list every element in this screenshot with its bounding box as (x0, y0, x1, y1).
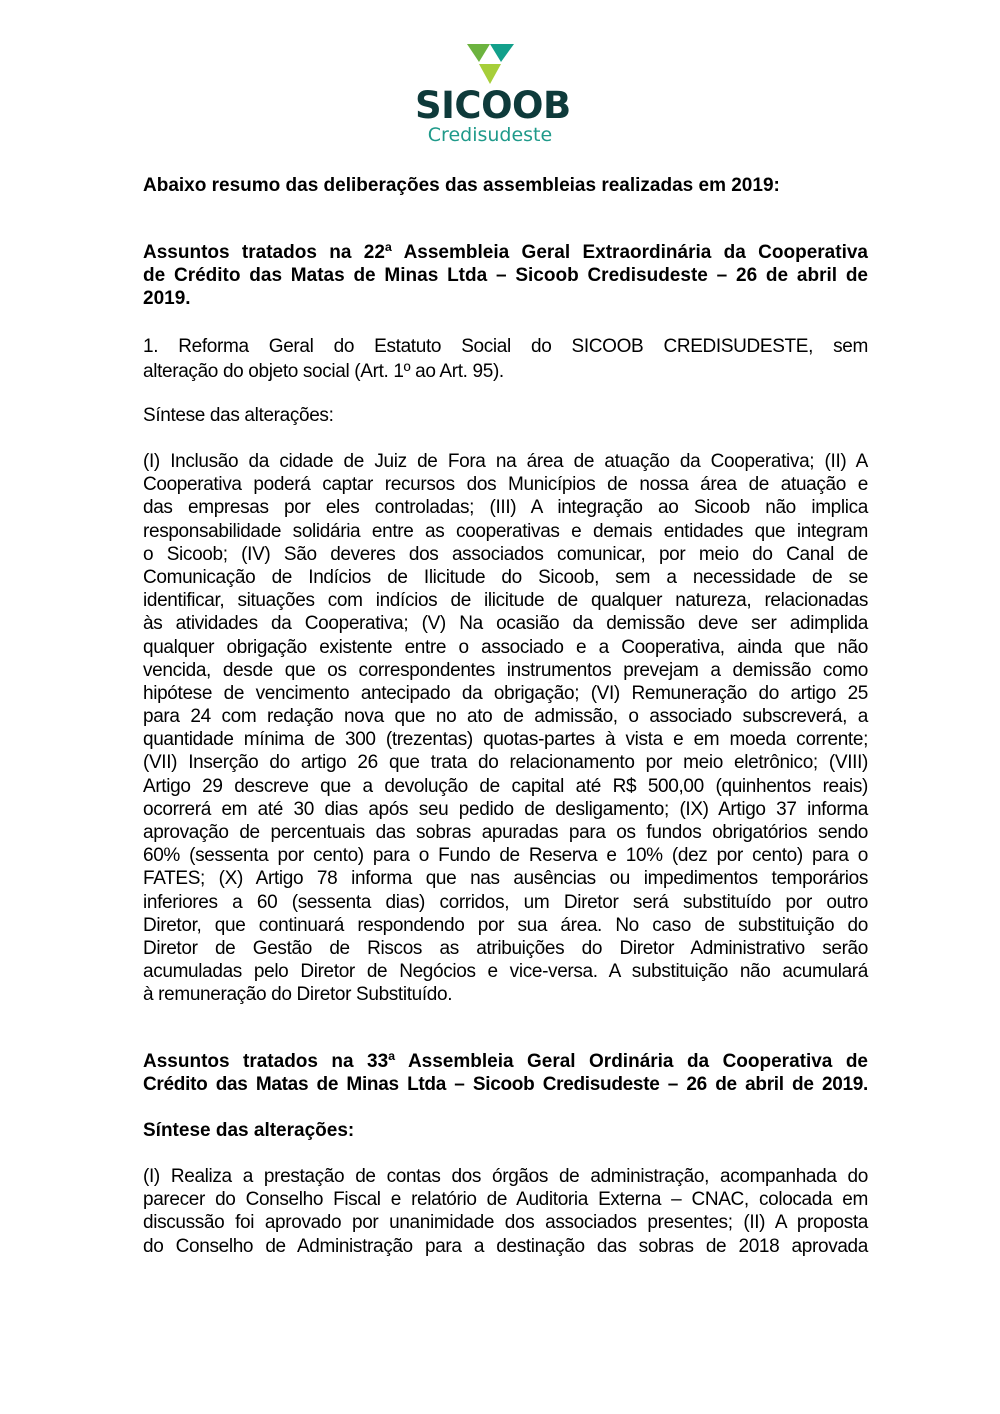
text-line: Cooperativa poderá captar recursos dos Municípios de nossa área de atuação e (143, 474, 868, 496)
logo-title: SICOOB (415, 84, 571, 127)
intro-text: Abaixo resumo das deliberações das assembleias realizadas em 2019: (143, 175, 780, 196)
synthesis-label: Síntese das alterações: (143, 405, 334, 426)
heading-line: Assuntos tratados na 33ª Assembleia Geral Ordinária da Cooperativa de (143, 1051, 868, 1072)
synthesis-label: Síntese das alterações: (143, 1120, 355, 1141)
section1-heading (143, 241, 868, 311)
text-line: aprovação de percentuais das sobras apuradas para os fundos obrigatórios sendo (143, 822, 868, 843)
text-line: parecer do Conselho Fiscal e relatório de Auditoria Externa – CNAC, colocada em (143, 1189, 868, 1211)
text-line: discussão foi aprovado por unanimidade dos associados presentes; (II) A proposta (143, 1212, 868, 1234)
text-line: 1. Reforma Geral do Estatuto Social do SICOOB CREDISUDESTE, sem (143, 336, 868, 357)
text-line: alteração do objeto social (Art. 1º ao Art. 95). (143, 361, 504, 383)
text-line: 60% (sessenta por cento) para o Fundo de Reserva e 10% (dez por cento) para o (143, 845, 868, 867)
text-line: Comunicação de Indícios de Ilicitude do Sicoob, sem a necessidade de se (143, 566, 868, 588)
sicoob-logo (415, 42, 571, 147)
logo-subtitle: Credisudeste (427, 124, 553, 146)
text-line: responsabilidade solidária entre as cooperativas e demais entidades que integram (143, 520, 868, 542)
text-line: à remuneração do Diretor Substituído. (143, 984, 453, 1006)
heading-line: 2019. (143, 288, 191, 310)
heading-line: Assuntos tratados na 22ª Assembleia Geral Extraordinária da Cooperativa (143, 242, 868, 263)
text-line: das empresas por eles controladas; (III) A integração ao Sicoob não implica (143, 497, 868, 519)
text-line: qualquer obrigação existente entre o associado e a Cooperativa, ainda que não (143, 636, 868, 658)
text-line: acumuladas pelo Diretor de Negócios e vice-versa. A substituição não acumulará (143, 961, 868, 983)
text-line: (VII) Inserção do artigo 26 que trata do relacionamento por meio eletrônico; (VIII) (143, 752, 868, 774)
intro-heading (143, 174, 868, 197)
text-line: vencida, desde que os correspondentes instrumentos prevejam a demissão como (143, 659, 868, 681)
text-line: às atividades da Cooperativa; (V) Na ocasião da demissão deve ser adimplida (143, 613, 868, 635)
text-line: hipótese de vencimento antecipado da obrigação; (VI) Remuneração do artigo 25 (143, 682, 868, 704)
text-line: FATES; (X) Artigo 78 informa que nas ausências ou impedimentos temporários (143, 868, 868, 890)
text-line: Artigo 29 descreve que a devolução de capital até R$ 500,00 (quinhentos reais) (143, 775, 868, 797)
section2-heading (143, 1050, 868, 1096)
heading-line: Crédito das Matas de Minas Ltda – Sicoob Credisudeste – 26 de abril de 2019. (143, 1074, 868, 1096)
text-line: Diretor, que continuará respondendo por sua área. No caso de substituição do (143, 914, 868, 936)
section1-synthesis (143, 450, 868, 1007)
text-line: o Sicoob; (IV) São deveres dos associados comunicar, por meio do Canal de (143, 543, 868, 565)
text-line: Diretor de Gestão de Riscos as atribuições do Diretor Administrativo serão (143, 937, 868, 959)
text-line: quantidade mínima de 300 (trezentas) quotas-partes à vista e em moeda corrente; (143, 729, 868, 751)
triangle-logo-icon (415, 42, 565, 86)
section1-synthesis-label (143, 404, 868, 427)
text-line: identificar, situações com indícios de ilicitude de qualquer natureza, relacionadas (143, 590, 868, 612)
section2-synthesis-label (143, 1119, 868, 1142)
text-line: ocorrerá em até 30 dias após seu pedido de desligamento; (IX) Artigo 37 informa (143, 798, 868, 820)
text-line: para 24 com redação nova que no ato de admissão, o associado subscreverá, a (143, 706, 868, 728)
text-line: (I) Realiza a prestação de contas dos órgãos de administração, acompanhada do (143, 1166, 868, 1187)
section1-item1 (143, 335, 868, 383)
heading-line: de Crédito das Matas de Minas Ltda – Sicoob Credisudeste – 26 de abril de (143, 265, 868, 287)
section2-synthesis (143, 1165, 868, 1258)
text-line: (I) Inclusão da cidade de Juiz de Fora na área de atuação da Cooperativa; (II) A (143, 451, 868, 472)
text-line: do Conselho de Administração para a destinação das sobras de 2018 aprovada (143, 1235, 868, 1257)
text-line: inferiores a 60 (sessenta dias) corridos, um Diretor será substituído por outro (143, 891, 868, 913)
